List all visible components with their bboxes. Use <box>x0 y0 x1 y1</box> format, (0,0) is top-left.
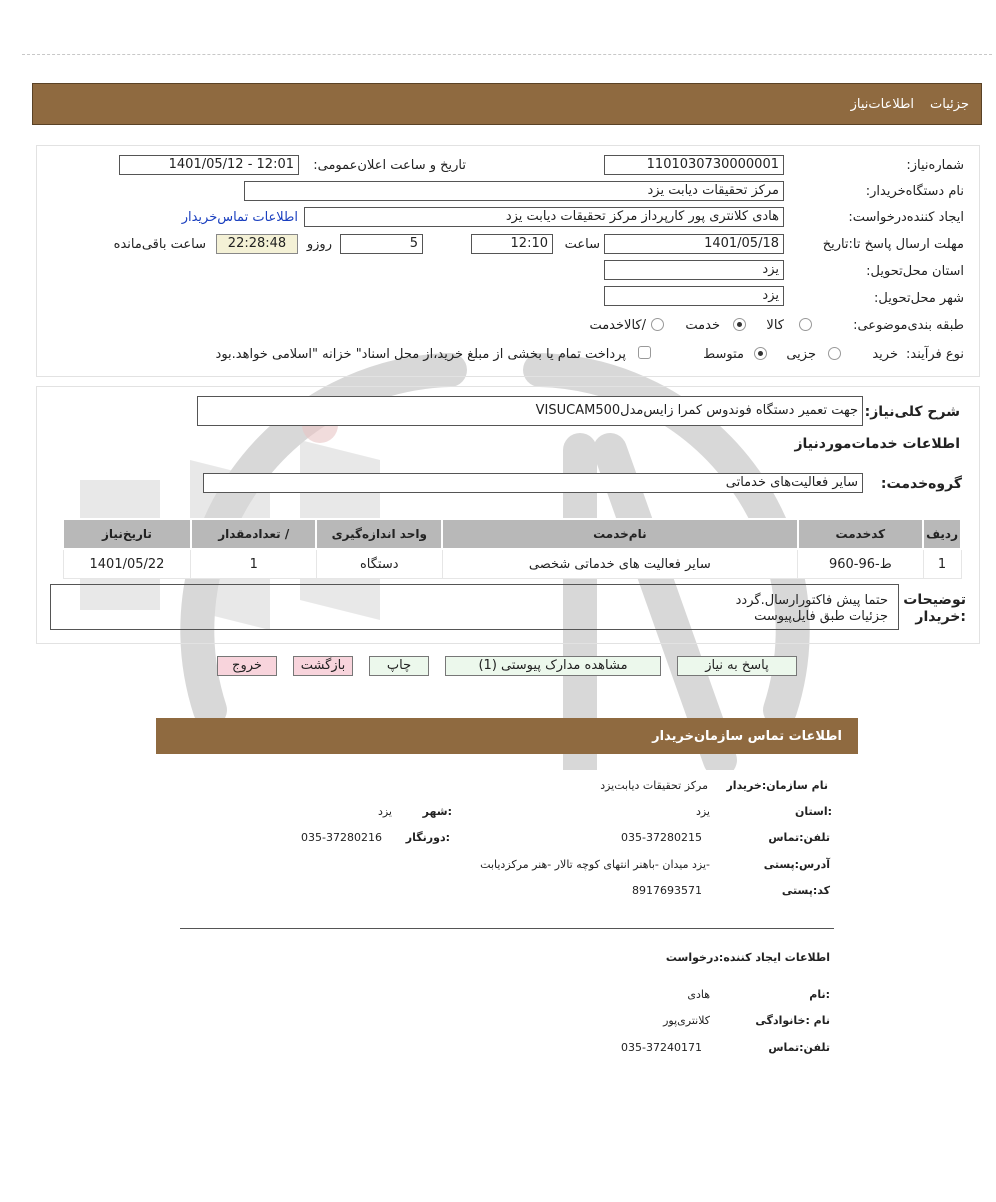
table-row <box>63 549 961 579</box>
deadline-date-field: 1401/05/18 <box>604 234 784 254</box>
service-group-field: سایر فعالیت‌های خدماتی <box>203 473 863 493</box>
remaining-label: ساعت باقی‌مانده <box>113 237 206 252</box>
city-field: یزد <box>604 286 784 306</box>
creator-name-value: هادی <box>687 988 710 1001</box>
col-row: ردیف <box>923 519 961 549</box>
creator-field: هادی کلانتری پور کارپرداز مرکز تحقیقات دیابت یزد <box>304 207 784 227</box>
deadline-label: مهلت ارسال پاسخ تا:تاریخ <box>822 237 964 252</box>
creator-phone-label: تلفن‌:تماس <box>768 1041 830 1054</box>
category-option-goods: کالا <box>766 318 784 333</box>
days-label: روزو <box>306 237 332 252</box>
category-label: طبقه بندی‌موضوعی: <box>853 318 964 333</box>
category-option-goods-service: /کالاخدمت <box>589 318 646 333</box>
cell-need-date: 1401/05/22 <box>63 549 191 579</box>
days-field: 5 <box>340 234 423 254</box>
deadline-time-field: 12:10 <box>471 234 553 254</box>
cell-row: 1 <box>923 549 961 579</box>
category-radio-service[interactable] <box>733 318 746 331</box>
back-button[interactable]: بازگشت <box>293 656 353 676</box>
buyer-notes-label-2: :خریدار <box>915 609 966 625</box>
cell-unit: دستگاه <box>316 549 442 579</box>
service-group-label: گروه‌خدمت: <box>880 476 962 492</box>
need-info-panel <box>36 145 980 377</box>
province-label: استان محل‌تحویل: <box>866 264 964 279</box>
contact-address-label: آدرس‌:پستی <box>763 858 830 871</box>
payment-note: پرداخت تمام یا بخشی از مبلغ خرید،از محل اسناد" خزانه "اسلامی خواهد.بود <box>215 347 626 362</box>
col-service-name: نام‌خدمت <box>442 519 798 549</box>
contact-postal-label: کد‌:پستی <box>781 884 830 897</box>
buyer-notes-label-1: توضیحات <box>903 592 966 608</box>
buyer-notes-line-2: جزئیات طبق فایل‌پیوست <box>754 609 888 624</box>
reply-button[interactable]: پاسخ به نیاز <box>677 656 797 676</box>
cell-service-name: سایر فعالیت های خدماتی شخصی <box>442 549 798 579</box>
contact-phone-label: تلفن‌:تماس <box>768 831 830 844</box>
need-number-field: 1101030730000001 <box>604 155 784 175</box>
process-label: نوع فرآیند: <box>906 347 964 362</box>
details-header-bar <box>32 83 982 125</box>
header-need-info: اطلاعات‌نیاز <box>850 96 915 112</box>
process-option-medium: متوسط <box>703 347 744 362</box>
services-title: اطلاعات خدمات‌موردنیاز <box>794 436 960 452</box>
cell-quantity: 1 <box>191 549 317 579</box>
process-option-minor: جزیی <box>786 347 816 362</box>
process-radio-minor[interactable] <box>828 347 841 360</box>
contact-city-value: یزد <box>377 805 392 818</box>
city-label: شهر محل‌تحویل: <box>874 291 964 306</box>
contact-divider <box>180 928 834 929</box>
contact-fax-label: :دورنگار <box>405 831 450 844</box>
process-radio-medium[interactable] <box>754 347 767 360</box>
header-details: جزئیات <box>930 96 969 112</box>
contact-postal-value: 8917693571 <box>632 884 702 897</box>
process-buy: خرید <box>872 347 898 362</box>
creator-info-title: اطلاعات ایجاد کننده‌:درخواست <box>665 951 830 964</box>
contact-fax-value: 035-37280216 <box>301 831 382 844</box>
col-quantity: / تعدادمقدار <box>191 519 317 549</box>
announce-field: 1401/05/12 - 12:01 <box>119 155 299 175</box>
creator-label: ایجاد کننده‌درخواست: <box>848 210 964 225</box>
col-need-date: تاریخ‌نیاز <box>63 519 191 549</box>
buyer-notes-line-1: حتما پیش فاکتورارسال.گردد <box>735 593 888 608</box>
province-field: یزد <box>604 260 784 280</box>
announce-label: تاریخ و ساعت اعلان‌عمومی: <box>313 158 466 173</box>
category-option-service: خدمت <box>685 318 720 333</box>
creator-family-value: کلانتری‌پور <box>663 1014 710 1027</box>
contact-province-value: یزد <box>695 805 710 818</box>
buyer-org-label: نام دستگاه‌خریدار: <box>865 184 964 199</box>
buyer-org-field: مرکز تحقیقات دیابت یزد <box>244 181 784 201</box>
general-description-field: جهت تعمیر دستگاه فوندوس کمرا زایس‌مدلVISUCAM500 <box>197 396 863 426</box>
contact-phone-value: 035-37280215 <box>621 831 702 844</box>
view-attachments-button[interactable]: مشاهده مدارک پیوستی (1) <box>445 656 661 676</box>
need-number-label: شماره‌نیاز: <box>906 158 964 173</box>
creator-phone-value: 035-37240171 <box>621 1041 702 1054</box>
creator-family-label: نام :خانوادگی <box>755 1014 830 1027</box>
contact-province-label: :استان <box>795 805 832 818</box>
creator-name-label: :نام <box>809 988 830 1001</box>
col-unit: واحد اندازه‌گیری <box>316 519 442 549</box>
buyer-contact-bar: اطلاعات تماس سازمان‌خریدار <box>156 718 858 754</box>
top-divider <box>22 54 992 55</box>
remaining-time-field: 22:28:48 <box>216 234 298 254</box>
category-radio-goods[interactable] <box>799 318 812 331</box>
general-description-label: شرح کلی‌نیاز: <box>864 404 960 420</box>
print-button[interactable]: چاپ <box>369 656 429 676</box>
contact-org-label: نام سازمان‌:خریدار <box>726 779 828 792</box>
services-table <box>62 518 962 579</box>
contact-org-value: مرکز تحقیقات دیابت‌یزد <box>600 779 708 792</box>
col-service-code: کدخدمت <box>798 519 924 549</box>
buyer-contact-link[interactable]: اطلاعات تماس‌خریدار <box>181 210 298 225</box>
contact-city-label: :شهر <box>422 805 452 818</box>
cell-service-code: ط-96-960 <box>798 549 924 579</box>
category-radio-goods-service[interactable] <box>651 318 664 331</box>
contact-address-value: -یزد میدان -باهنر انتهای کوچه تالار -هنر مرکزدیابت <box>480 858 710 871</box>
treasury-payment-checkbox[interactable] <box>638 346 651 359</box>
exit-button[interactable]: خروج <box>217 656 277 676</box>
deadline-time-label: ساعت <box>564 237 600 252</box>
